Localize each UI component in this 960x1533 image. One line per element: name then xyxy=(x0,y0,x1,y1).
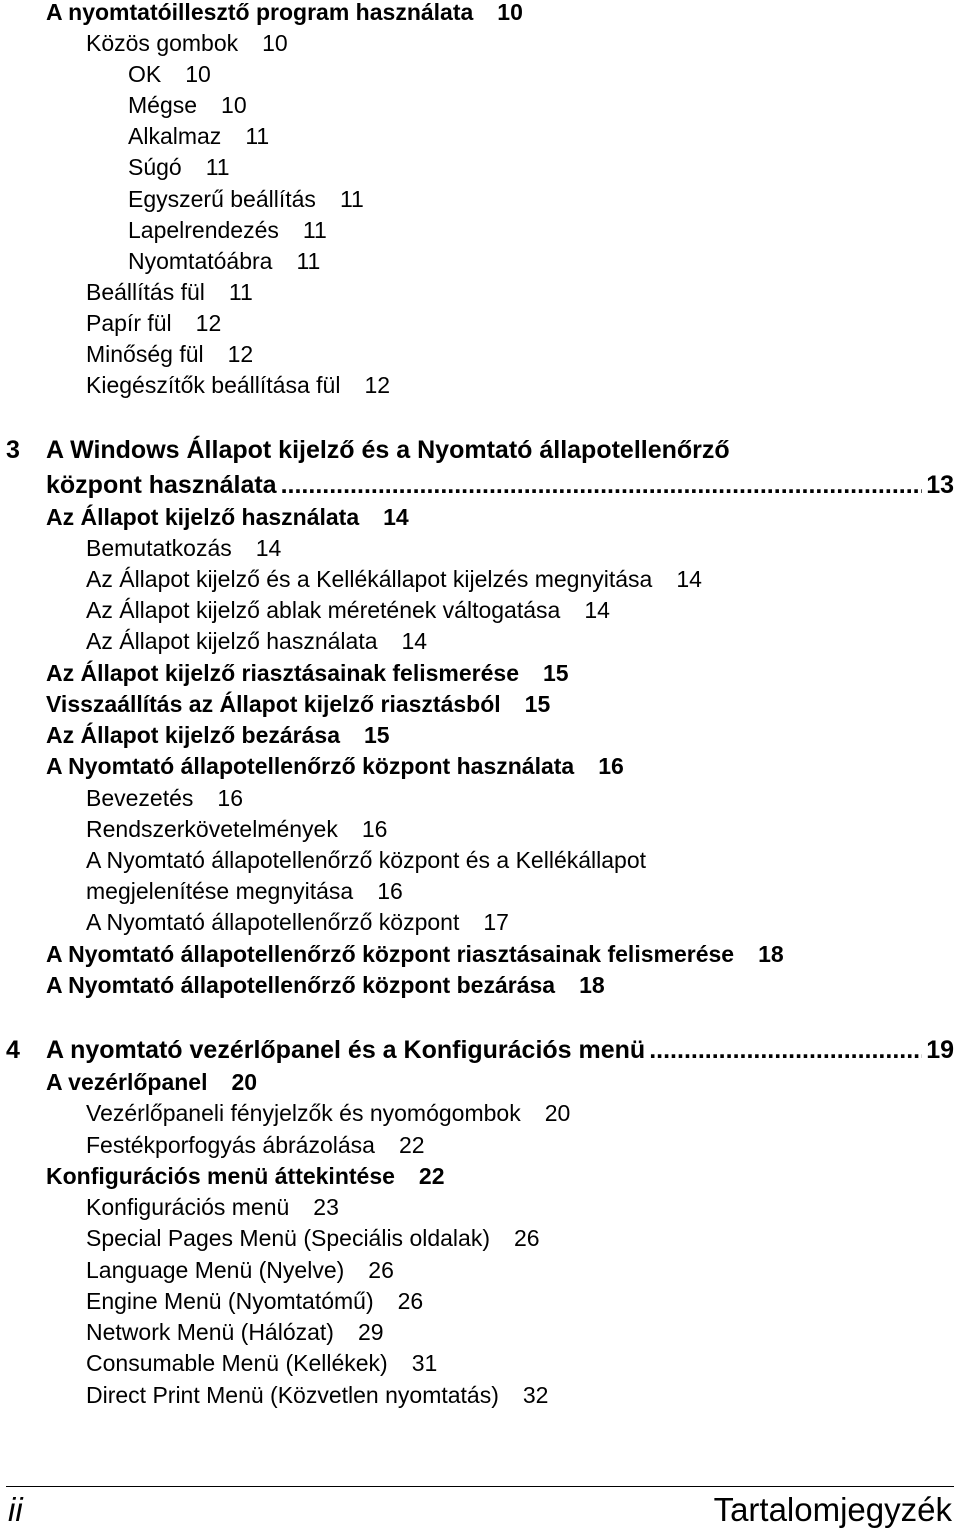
footer-divider xyxy=(6,1486,954,1487)
toc-entry[interactable] xyxy=(86,1223,540,1253)
toc-entry-page: 26 xyxy=(514,1225,540,1251)
toc-entry-page: 15 xyxy=(542,660,569,686)
toc-entry-page: 12 xyxy=(364,372,391,398)
toc-entry-page: 17 xyxy=(483,909,509,935)
toc-entry-text: Közös gombok xyxy=(86,30,239,56)
toc-entry-text: Alkalmaz xyxy=(128,123,222,149)
toc-entry-text: Konfigurációs menü xyxy=(86,1194,290,1220)
toc-entry-text: Direct Print Menü (Közvetlen nyomtatás) xyxy=(86,1382,499,1408)
toc-entry-page: 11 xyxy=(296,248,321,274)
chapter-title-row xyxy=(46,1034,954,1066)
toc-entry[interactable] xyxy=(86,814,387,844)
toc-entry[interactable] xyxy=(86,1130,425,1160)
toc-entry[interactable] xyxy=(46,658,569,688)
toc-entry-page: 16 xyxy=(217,785,243,811)
chapter-title: A Windows Állapot kijelző és a Nyomtató állapotellenőrző xyxy=(46,436,730,464)
toc-entry-page: 14 xyxy=(676,566,702,592)
toc-entry-text: Az Állapot kijelző ablak méretének váltogatása xyxy=(86,597,561,623)
toc-entry[interactable] xyxy=(128,59,211,89)
chapter-title-cont: központ használata xyxy=(46,471,277,499)
toc-entry[interactable] xyxy=(86,28,288,58)
toc-entry-text: Lapelrendezés xyxy=(128,217,279,243)
toc-entry-page: 14 xyxy=(255,535,282,561)
chapter-number: 3 xyxy=(6,436,20,464)
toc-entry-page: 22 xyxy=(398,1132,425,1158)
toc-entry[interactable] xyxy=(128,152,230,182)
toc-entry[interactable] xyxy=(46,720,390,750)
toc-entry[interactable] xyxy=(128,184,364,214)
toc-entry-text: A Nyomtató állapotellenőrző központ és a Kellékállapot xyxy=(86,847,647,873)
dot-leader xyxy=(281,469,923,501)
toc-entry[interactable] xyxy=(128,246,320,276)
toc-entry[interactable] xyxy=(46,939,784,969)
toc-entry-page: 11 xyxy=(302,217,327,243)
toc-entry[interactable] xyxy=(86,595,610,625)
chapter-heading-continued[interactable] xyxy=(6,469,954,501)
toc-entry-page: 18 xyxy=(758,941,784,967)
toc-entry-page: 10 xyxy=(221,92,247,118)
toc-entry-text: Rendszerkövetelmények xyxy=(86,816,338,842)
toc-entry[interactable] xyxy=(86,876,403,906)
toc-entry[interactable] xyxy=(46,751,624,781)
toc-entry-page: 32 xyxy=(522,1382,549,1408)
toc-entry-text: A vezérlőpanel xyxy=(46,1069,208,1095)
toc-entry[interactable] xyxy=(46,689,550,719)
toc-entry-text: Súgó xyxy=(128,154,182,180)
footer-page-number: ii xyxy=(8,1491,23,1528)
toc-entry-text: Konfigurációs menü áttekintése xyxy=(46,1163,395,1189)
toc-entry-text: Vezérlőpaneli fényjelzők és nyomógombok xyxy=(86,1100,521,1126)
toc-entry[interactable] xyxy=(86,907,509,937)
toc-entry-page: 10 xyxy=(185,61,211,87)
toc-entry[interactable] xyxy=(46,1067,257,1097)
toc-entry-page: 14 xyxy=(383,504,409,530)
toc-entry-page: 14 xyxy=(584,597,610,623)
toc-entry-text: Mégse xyxy=(128,92,198,118)
toc-entry-text: Festékporfogyás ábrázolása xyxy=(86,1132,375,1158)
toc-entry[interactable] xyxy=(46,970,605,1000)
toc-entry-text: Visszaállítás az Állapot kijelző riasztásból xyxy=(46,691,501,717)
toc-entry[interactable] xyxy=(128,121,269,151)
toc-entry-page: 10 xyxy=(262,30,288,56)
toc-entry-text: Language Menü (Nyelve) xyxy=(86,1257,345,1283)
toc-entry-page: 18 xyxy=(579,972,605,998)
toc-entry-page: 12 xyxy=(227,341,254,367)
toc-entry[interactable] xyxy=(86,533,281,563)
toc-entry-text: Az Állapot kijelző riasztásainak felismerése xyxy=(46,660,519,686)
toc-entry[interactable] xyxy=(86,1317,384,1347)
toc-entry[interactable] xyxy=(86,370,390,400)
toc-entry-text: Az Állapot kijelző használata xyxy=(86,628,378,654)
toc-entry-page: 15 xyxy=(524,691,551,717)
toc-entry-page: 11 xyxy=(205,154,230,180)
footer-section-title: Tartalomjegyzék xyxy=(713,1491,952,1528)
toc-entry-page: 20 xyxy=(544,1100,571,1126)
toc-entry[interactable] xyxy=(86,1255,394,1285)
toc-entry-text: Network Menü (Hálózat) xyxy=(86,1319,334,1345)
toc-entry-text: Consumable Menü (Kellékek) xyxy=(86,1350,388,1376)
toc-entry[interactable] xyxy=(46,502,409,532)
toc-entry[interactable] xyxy=(86,783,243,813)
toc-entry-text: Kiegészítők beállítása fül xyxy=(86,372,341,398)
toc-entry[interactable] xyxy=(86,626,427,656)
toc-entry-page: 11 xyxy=(339,186,364,212)
toc-entry-page: 23 xyxy=(313,1194,339,1220)
toc-entry-text: Az Állapot kijelző és a Kellékállapot kijelzés megnyitása xyxy=(86,566,653,592)
toc-entry-text: Minőség fül xyxy=(86,341,204,367)
toc-entry[interactable] xyxy=(86,339,253,369)
toc-entry[interactable] xyxy=(86,277,253,307)
chapter-page: 19 xyxy=(926,1036,954,1064)
toc-entry-text: Az Állapot kijelző bezárása xyxy=(46,722,340,748)
toc-entry-page: 26 xyxy=(397,1288,424,1314)
toc-entry-text: OK xyxy=(128,61,162,87)
toc-entry[interactable] xyxy=(46,0,523,27)
toc-entry-page: 11 xyxy=(228,279,253,305)
toc-entry-text: Az Állapot kijelző használata xyxy=(46,504,360,530)
toc-entry-page: 11 xyxy=(245,123,270,149)
toc-entry-text: Bemutatkozás xyxy=(86,535,232,561)
toc-entry-text: A Nyomtató állapotellenőrző központ riasztásainak felismerése xyxy=(46,941,735,967)
toc-entry-text: A Nyomtató állapotellenőrző központ használata xyxy=(46,753,575,779)
chapter-title: A nyomtató vezérlőpanel és a Konfigurációs menü xyxy=(46,1036,646,1064)
toc-entry[interactable] xyxy=(86,1192,339,1222)
toc-entry-text: Bevezetés xyxy=(86,785,194,811)
toc-entry-page: 29 xyxy=(357,1319,384,1345)
chapter-title-row xyxy=(46,469,954,501)
toc-entry[interactable] xyxy=(86,1286,423,1316)
toc-entry-page: 16 xyxy=(377,878,403,904)
toc-entry-text: Engine Menü (Nyomtatómű) xyxy=(86,1288,374,1314)
toc-entry[interactable] xyxy=(86,1098,570,1128)
toc-entry-text: megjelenítése megnyitása xyxy=(86,878,354,904)
chapter-page: 13 xyxy=(926,471,954,499)
toc-entry-page: 20 xyxy=(231,1069,258,1095)
toc-entry[interactable] xyxy=(128,215,327,245)
toc-entry-text: Special Pages Menü (Speciális oldalak) xyxy=(86,1225,490,1251)
toc-entry-page: 15 xyxy=(363,722,390,748)
toc-entry[interactable] xyxy=(86,845,646,875)
toc-entry-page: 22 xyxy=(418,1163,445,1189)
toc-entry[interactable] xyxy=(86,308,221,338)
chapter-heading[interactable] xyxy=(6,1034,954,1066)
chapter-number: 4 xyxy=(6,1036,20,1064)
dot-leader xyxy=(649,1034,922,1066)
toc-entry-text: Egyszerű beállítás xyxy=(128,186,316,212)
toc-entry-page: 14 xyxy=(401,628,428,654)
toc-entry-text: Beállítás fül xyxy=(86,279,205,305)
toc-entry-page: 10 xyxy=(497,0,523,25)
toc-entry-text: Papír fül xyxy=(86,310,172,336)
toc-entry-text: A Nyomtató állapotellenőrző központ xyxy=(86,909,460,935)
toc-entry[interactable] xyxy=(86,1348,437,1378)
toc-entry[interactable] xyxy=(86,1380,548,1410)
toc-entry-text: A Nyomtató állapotellenőrző központ bezárása xyxy=(46,972,556,998)
toc-entry[interactable] xyxy=(46,1161,445,1191)
toc-entry-page: 16 xyxy=(361,816,388,842)
toc-entry-page: 16 xyxy=(598,753,624,779)
toc-entry[interactable] xyxy=(86,564,702,594)
toc-entry-text: Nyomtatóábra xyxy=(128,248,273,274)
toc-entry-text: A nyomtatóillesztő program használata xyxy=(46,0,474,25)
toc-entry-page: 31 xyxy=(411,1350,438,1376)
toc-entry-page: 12 xyxy=(195,310,222,336)
toc-entry-page: 26 xyxy=(368,1257,394,1283)
toc-entry[interactable] xyxy=(128,90,247,120)
